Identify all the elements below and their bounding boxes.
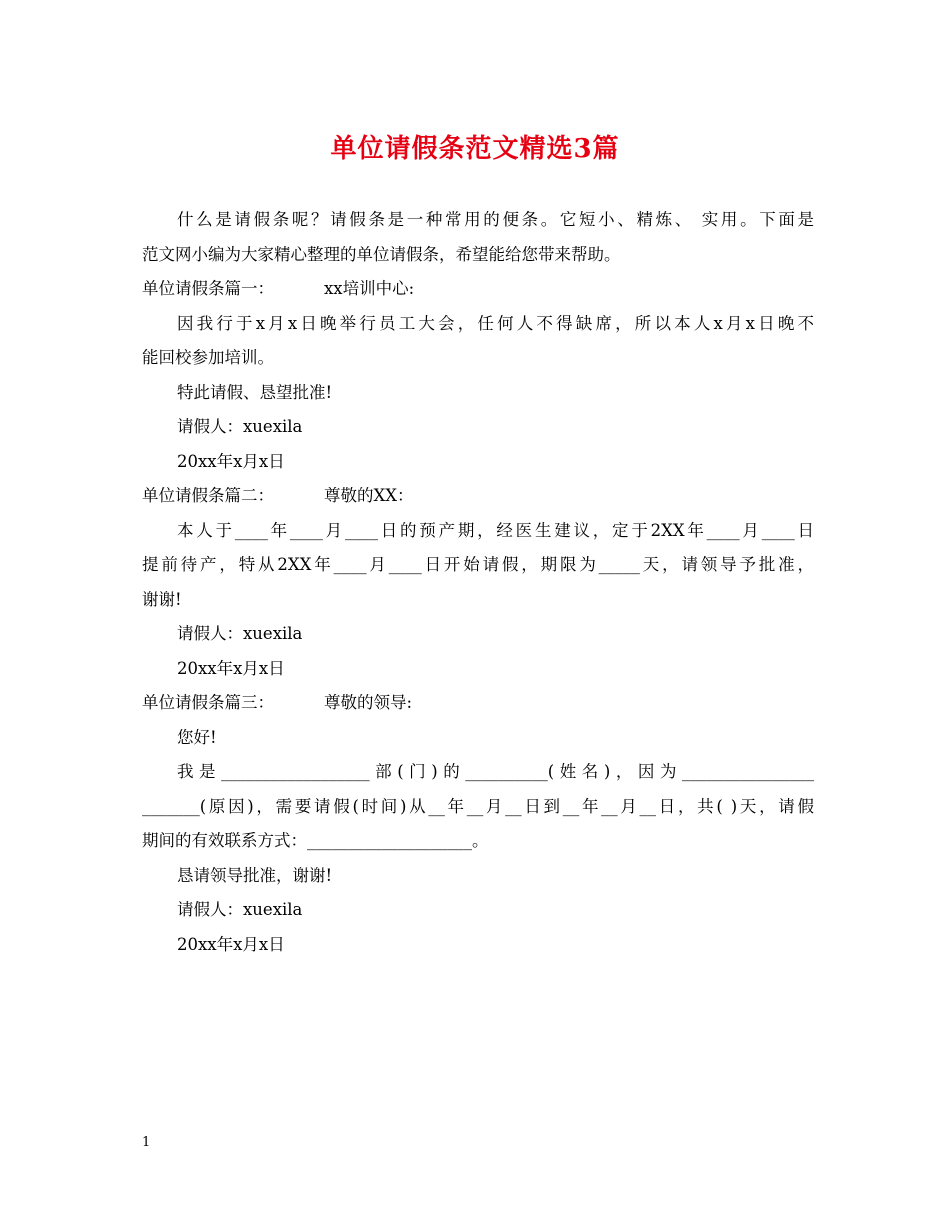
section-2-addressee: 尊敬的XX： — [324, 486, 414, 505]
section-1-heading-row — [142, 272, 814, 307]
section-2-heading: 单位请假条篇二： — [142, 486, 274, 505]
section-1-heading: 单位请假条篇一： — [142, 279, 274, 298]
section-1-addressee: xx培训中心: — [324, 279, 415, 298]
page-number: 1 — [142, 1135, 151, 1150]
section-3-body-line-2: _______(原因)，需要请假(时间)从__年__月__日到__年__月__日，共( )天，请假 — [142, 796, 814, 816]
section-1-signer: 请假人：xuexila — [177, 417, 303, 436]
section-1-date: 20xx年x月x日 — [177, 451, 285, 471]
intro-line-1: 什么是请假条呢？请假条是一种常用的便条。它短小、精炼、 实用。下面是 — [177, 210, 814, 229]
section-3-date: 20xx年x月x日 — [177, 934, 285, 954]
section-3-heading: 单位请假条篇三： — [142, 693, 274, 712]
section-3-signer: 请假人：xuexila — [177, 900, 303, 919]
section-3-body-line-1: 我是__________________部(门)的__________(姓名)，因为________________ — [177, 762, 814, 781]
section-2-body-line-2: 提前待产，特从2XX年____月____日开始请假，期限为_____天，请领导予批准， — [142, 555, 814, 574]
section-3-greeting: 您好! — [177, 727, 217, 747]
section-3-heading-row — [142, 686, 814, 721]
document-title: 单位请假条范文精选3篇 — [330, 134, 620, 164]
section-3-body-line-3: 期间的有效联系方式：____________________。 — [142, 831, 489, 850]
section-3-addressee: 尊敬的领导: — [324, 693, 413, 712]
section-2-heading-row — [142, 479, 814, 514]
section-1-body-line-1: 因我行于x月x日晚举行员工大会，任何人不得缺席，所以本人x月x日晚不 — [177, 313, 814, 333]
section-2-body-line-1: 本人于____年____月____日的预产期，经医生建议，定于2XX年____月____日 — [177, 520, 814, 540]
section-1-closing: 特此请假、恳望批准! — [177, 382, 333, 402]
section-1-body-line-2: 能回校参加培训。 — [142, 348, 274, 367]
document-body — [142, 203, 814, 962]
section-3-closing: 恳请领导批准，谢谢! — [177, 865, 333, 885]
section-2-body-line-3: 谢谢! — [142, 589, 182, 609]
intro-line-2: 范文网小编为大家精心整理的单位请假条，希望能给您带来帮助。 — [142, 244, 621, 264]
section-2-date: 20xx年x月x日 — [177, 658, 285, 678]
section-2-signer: 请假人：xuexila — [177, 624, 303, 643]
